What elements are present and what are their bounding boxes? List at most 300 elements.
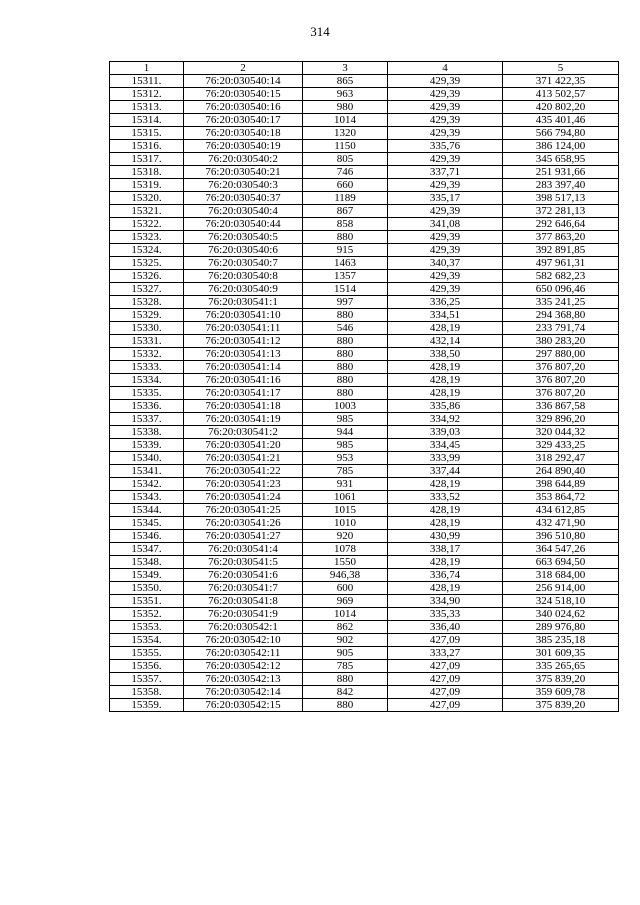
cadastral-number-cell: 76:20:030541:24	[184, 491, 303, 504]
row-number-cell: 15322.	[110, 218, 184, 231]
cadastral-value-cell: 372 281,13	[503, 205, 619, 218]
area-cell: 946,38	[303, 569, 388, 582]
area-cell: 1463	[303, 257, 388, 270]
table-body	[110, 75, 619, 712]
cadastral-number-cell: 76:20:030541:13	[184, 348, 303, 361]
cadastral-number-cell: 76:20:030541:4	[184, 543, 303, 556]
cadastral-value-cell: 336 867,58	[503, 400, 619, 413]
cadastral-value-cell: 251 931,66	[503, 166, 619, 179]
unit-value-cell: 428,19	[388, 361, 503, 374]
row-number-cell: 15358.	[110, 686, 184, 699]
cadastral-value-cell: 353 864,72	[503, 491, 619, 504]
cadastral-number-cell: 76:20:030541:16	[184, 374, 303, 387]
unit-value-cell: 338,50	[388, 348, 503, 361]
unit-value-cell: 333,99	[388, 452, 503, 465]
cadastral-number-cell: 76:20:030541:27	[184, 530, 303, 543]
cadastral-value-cell: 392 891,85	[503, 244, 619, 257]
table-row	[110, 335, 619, 348]
table-row	[110, 387, 619, 400]
cadastral-number-cell: 76:20:030541:26	[184, 517, 303, 530]
table-row	[110, 621, 619, 634]
unit-value-cell: 429,39	[388, 270, 503, 283]
unit-value-cell: 429,39	[388, 127, 503, 140]
row-number-cell: 15340.	[110, 452, 184, 465]
area-cell: 1357	[303, 270, 388, 283]
unit-value-cell: 340,37	[388, 257, 503, 270]
unit-value-cell: 428,19	[388, 582, 503, 595]
area-cell: 600	[303, 582, 388, 595]
unit-value-cell: 333,27	[388, 647, 503, 660]
table-row	[110, 634, 619, 647]
area-cell: 880	[303, 361, 388, 374]
table-row	[110, 517, 619, 530]
row-number-cell: 15345.	[110, 517, 184, 530]
cadastral-value-cell: 289 976,80	[503, 621, 619, 634]
cadastral-number-cell: 76:20:030540:4	[184, 205, 303, 218]
cadastral-value-cell: 297 880,00	[503, 348, 619, 361]
cadastral-value-cell: 375 839,20	[503, 699, 619, 712]
table-row	[110, 348, 619, 361]
area-cell: 805	[303, 153, 388, 166]
unit-value-cell: 341,08	[388, 218, 503, 231]
table-row	[110, 569, 619, 582]
area-cell: 785	[303, 660, 388, 673]
unit-value-cell: 337,71	[388, 166, 503, 179]
cadastral-value-cell: 324 518,10	[503, 595, 619, 608]
table-row	[110, 374, 619, 387]
unit-value-cell: 428,19	[388, 374, 503, 387]
unit-value-cell: 334,45	[388, 439, 503, 452]
row-number-cell: 15324.	[110, 244, 184, 257]
cadastral-value-cell: 432 471,90	[503, 517, 619, 530]
cadastral-number-cell: 76:20:030541:20	[184, 439, 303, 452]
area-cell: 660	[303, 179, 388, 192]
cadastral-value-cell: 340 024,62	[503, 608, 619, 621]
area-cell: 1061	[303, 491, 388, 504]
unit-value-cell: 335,17	[388, 192, 503, 205]
unit-value-cell: 430,99	[388, 530, 503, 543]
cadastral-number-cell: 76:20:030542:11	[184, 647, 303, 660]
unit-value-cell: 334,92	[388, 413, 503, 426]
unit-value-cell: 429,39	[388, 244, 503, 257]
cadastral-number-cell: 76:20:030540:37	[184, 192, 303, 205]
cadastral-number-cell: 76:20:030540:9	[184, 283, 303, 296]
cadastral-value-cell: 376 807,20	[503, 361, 619, 374]
area-cell: 880	[303, 387, 388, 400]
row-number-cell: 15312.	[110, 88, 184, 101]
area-cell: 1014	[303, 114, 388, 127]
area-cell: 1003	[303, 400, 388, 413]
unit-value-cell: 334,51	[388, 309, 503, 322]
row-number-cell: 15343.	[110, 491, 184, 504]
unit-value-cell: 336,40	[388, 621, 503, 634]
unit-value-cell: 429,39	[388, 114, 503, 127]
cadastral-value-cell: 386 124,00	[503, 140, 619, 153]
table-row	[110, 582, 619, 595]
row-number-cell: 15319.	[110, 179, 184, 192]
cadastral-value-cell: 318 684,00	[503, 569, 619, 582]
unit-value-cell: 432,14	[388, 335, 503, 348]
cadastral-number-cell: 76:20:030540:44	[184, 218, 303, 231]
area-cell: 862	[303, 621, 388, 634]
area-cell: 865	[303, 75, 388, 88]
unit-value-cell: 428,19	[388, 517, 503, 530]
area-cell: 997	[303, 296, 388, 309]
area-cell: 1189	[303, 192, 388, 205]
table-row	[110, 361, 619, 374]
area-cell: 880	[303, 673, 388, 686]
column-header-1: 1	[110, 62, 184, 75]
area-cell: 746	[303, 166, 388, 179]
unit-value-cell: 336,25	[388, 296, 503, 309]
cadastral-number-cell: 76:20:030541:5	[184, 556, 303, 569]
column-header-2: 2	[184, 62, 303, 75]
table-row	[110, 699, 619, 712]
cadastral-value-cell: 359 609,78	[503, 686, 619, 699]
cadastral-value-cell: 329 896,20	[503, 413, 619, 426]
unit-value-cell: 429,39	[388, 179, 503, 192]
area-cell: 1078	[303, 543, 388, 556]
row-number-cell: 15353.	[110, 621, 184, 634]
row-number-cell: 15329.	[110, 309, 184, 322]
unit-value-cell: 336,74	[388, 569, 503, 582]
cadastral-value-cell: 301 609,35	[503, 647, 619, 660]
row-number-cell: 15359.	[110, 699, 184, 712]
table-row	[110, 244, 619, 257]
area-cell: 980	[303, 101, 388, 114]
area-cell: 902	[303, 634, 388, 647]
cadastral-value-cell: 582 682,23	[503, 270, 619, 283]
cadastral-number-cell: 76:20:030540:16	[184, 101, 303, 114]
cadastral-number-cell: 76:20:030541:14	[184, 361, 303, 374]
cadastral-value-cell: 413 502,57	[503, 88, 619, 101]
cadastral-number-cell: 76:20:030540:3	[184, 179, 303, 192]
cadastral-number-cell: 76:20:030541:23	[184, 478, 303, 491]
cadastral-value-cell: 375 839,20	[503, 673, 619, 686]
row-number-cell: 15311.	[110, 75, 184, 88]
table-row	[110, 140, 619, 153]
cadastral-number-cell: 76:20:030541:25	[184, 504, 303, 517]
row-number-cell: 15333.	[110, 361, 184, 374]
page-number: 314	[310, 24, 330, 39]
cadastral-value-cell: 371 422,35	[503, 75, 619, 88]
cadastral-value-cell: 264 890,40	[503, 465, 619, 478]
row-number-cell: 15338.	[110, 426, 184, 439]
row-number-cell: 15344.	[110, 504, 184, 517]
area-cell: 858	[303, 218, 388, 231]
cadastral-number-cell: 76:20:030540:17	[184, 114, 303, 127]
unit-value-cell: 335,86	[388, 400, 503, 413]
cadastral-value-cell: 256 914,00	[503, 582, 619, 595]
column-header-3: 3	[303, 62, 388, 75]
table-row	[110, 491, 619, 504]
column-header-4: 4	[388, 62, 503, 75]
area-cell: 880	[303, 335, 388, 348]
row-number-cell: 15313.	[110, 101, 184, 114]
cadastral-number-cell: 76:20:030540:5	[184, 231, 303, 244]
cadastral-value-table	[109, 61, 619, 712]
cadastral-number-cell: 76:20:030541:18	[184, 400, 303, 413]
unit-value-cell: 429,39	[388, 88, 503, 101]
cadastral-value-cell: 364 547,26	[503, 543, 619, 556]
row-number-cell: 15323.	[110, 231, 184, 244]
table-row	[110, 400, 619, 413]
area-cell: 1010	[303, 517, 388, 530]
area-cell: 1514	[303, 283, 388, 296]
cadastral-value-cell: 396 510,80	[503, 530, 619, 543]
cadastral-value-cell: 435 401,46	[503, 114, 619, 127]
area-cell: 905	[303, 647, 388, 660]
row-number-cell: 15352.	[110, 608, 184, 621]
row-number-cell: 15316.	[110, 140, 184, 153]
area-cell: 985	[303, 439, 388, 452]
row-number-cell: 15326.	[110, 270, 184, 283]
row-number-cell: 15339.	[110, 439, 184, 452]
cadastral-number-cell: 76:20:030541:10	[184, 309, 303, 322]
unit-value-cell: 337,44	[388, 465, 503, 478]
unit-value-cell: 428,19	[388, 478, 503, 491]
cadastral-number-cell: 76:20:030542:14	[184, 686, 303, 699]
unit-value-cell: 335,33	[388, 608, 503, 621]
cadastral-number-cell: 76:20:030540:6	[184, 244, 303, 257]
table-header-row	[110, 62, 619, 75]
table-row	[110, 530, 619, 543]
cadastral-number-cell: 76:20:030541:7	[184, 582, 303, 595]
area-cell: 1550	[303, 556, 388, 569]
table-row	[110, 205, 619, 218]
table-row	[110, 322, 619, 335]
unit-value-cell: 429,39	[388, 205, 503, 218]
table-row	[110, 452, 619, 465]
unit-value-cell: 339,03	[388, 426, 503, 439]
unit-value-cell: 428,19	[388, 504, 503, 517]
cadastral-number-cell: 76:20:030541:2	[184, 426, 303, 439]
cadastral-value-cell: 335 265,65	[503, 660, 619, 673]
row-number-cell: 15337.	[110, 413, 184, 426]
table-row	[110, 88, 619, 101]
unit-value-cell: 427,09	[388, 660, 503, 673]
table-row	[110, 478, 619, 491]
unit-value-cell: 427,09	[388, 634, 503, 647]
unit-value-cell: 429,39	[388, 75, 503, 88]
table-row	[110, 296, 619, 309]
cadastral-value-cell: 663 694,50	[503, 556, 619, 569]
row-number-cell: 15356.	[110, 660, 184, 673]
cadastral-number-cell: 76:20:030540:7	[184, 257, 303, 270]
row-number-cell: 15314.	[110, 114, 184, 127]
area-cell: 915	[303, 244, 388, 257]
unit-value-cell: 335,76	[388, 140, 503, 153]
row-number-cell: 15354.	[110, 634, 184, 647]
cadastral-value-cell: 376 807,20	[503, 374, 619, 387]
area-cell: 963	[303, 88, 388, 101]
table-row	[110, 608, 619, 621]
area-cell: 1320	[303, 127, 388, 140]
cadastral-value-cell: 318 292,47	[503, 452, 619, 465]
cadastral-value-cell: 650 096,46	[503, 283, 619, 296]
row-number-cell: 15335.	[110, 387, 184, 400]
table-row	[110, 270, 619, 283]
area-cell: 880	[303, 309, 388, 322]
cadastral-number-cell: 76:20:030541:9	[184, 608, 303, 621]
row-number-cell: 15341.	[110, 465, 184, 478]
unit-value-cell: 428,19	[388, 387, 503, 400]
cadastral-number-cell: 76:20:030542:10	[184, 634, 303, 647]
table-row	[110, 179, 619, 192]
unit-value-cell: 427,09	[388, 686, 503, 699]
unit-value-cell: 334,90	[388, 595, 503, 608]
table-row	[110, 114, 619, 127]
row-number-cell: 15346.	[110, 530, 184, 543]
row-number-cell: 15315.	[110, 127, 184, 140]
cadastral-number-cell: 76:20:030541:21	[184, 452, 303, 465]
cadastral-number-cell: 76:20:030540:19	[184, 140, 303, 153]
cadastral-number-cell: 76:20:030542:13	[184, 673, 303, 686]
unit-value-cell: 428,19	[388, 322, 503, 335]
row-number-cell: 15334.	[110, 374, 184, 387]
cadastral-value-cell: 233 791,74	[503, 322, 619, 335]
cadastral-value-cell: 329 433,25	[503, 439, 619, 452]
row-number-cell: 15328.	[110, 296, 184, 309]
cadastral-value-cell: 376 807,20	[503, 387, 619, 400]
table-row	[110, 192, 619, 205]
cadastral-value-cell: 320 044,32	[503, 426, 619, 439]
area-cell: 867	[303, 205, 388, 218]
table-row	[110, 153, 619, 166]
area-cell: 953	[303, 452, 388, 465]
row-number-cell: 15348.	[110, 556, 184, 569]
cadastral-number-cell: 76:20:030541:1	[184, 296, 303, 309]
row-number-cell: 15325.	[110, 257, 184, 270]
unit-value-cell: 427,09	[388, 673, 503, 686]
cadastral-number-cell: 76:20:030542:12	[184, 660, 303, 673]
table-row	[110, 556, 619, 569]
row-number-cell: 15349.	[110, 569, 184, 582]
unit-value-cell: 427,09	[388, 699, 503, 712]
area-cell: 880	[303, 374, 388, 387]
cadastral-number-cell: 76:20:030541:8	[184, 595, 303, 608]
table-row	[110, 595, 619, 608]
table-row	[110, 218, 619, 231]
area-cell: 1015	[303, 504, 388, 517]
cadastral-value-cell: 566 794,80	[503, 127, 619, 140]
table-row	[110, 127, 619, 140]
area-cell: 546	[303, 322, 388, 335]
unit-value-cell: 429,39	[388, 153, 503, 166]
area-cell: 931	[303, 478, 388, 491]
cadastral-number-cell: 76:20:030541:6	[184, 569, 303, 582]
cadastral-number-cell: 76:20:030540:8	[184, 270, 303, 283]
table-row	[110, 673, 619, 686]
unit-value-cell: 429,39	[388, 101, 503, 114]
cadastral-number-cell: 76:20:030540:2	[184, 153, 303, 166]
cadastral-value-cell: 385 235,18	[503, 634, 619, 647]
table-row	[110, 686, 619, 699]
cadastral-number-cell: 76:20:030540:18	[184, 127, 303, 140]
cadastral-value-cell: 335 241,25	[503, 296, 619, 309]
unit-value-cell: 333,52	[388, 491, 503, 504]
table-row	[110, 75, 619, 88]
table-row	[110, 660, 619, 673]
row-number-cell: 15342.	[110, 478, 184, 491]
cadastral-number-cell: 76:20:030541:17	[184, 387, 303, 400]
row-number-cell: 15355.	[110, 647, 184, 660]
cadastral-value-cell: 420 802,20	[503, 101, 619, 114]
cadastral-value-cell: 283 397,40	[503, 179, 619, 192]
row-number-cell: 15357.	[110, 673, 184, 686]
cadastral-number-cell: 76:20:030541:22	[184, 465, 303, 478]
cadastral-number-cell: 76:20:030542:1	[184, 621, 303, 634]
area-cell: 1150	[303, 140, 388, 153]
row-number-cell: 15351.	[110, 595, 184, 608]
unit-value-cell: 429,39	[388, 231, 503, 244]
table-row	[110, 504, 619, 517]
cadastral-number-cell: 76:20:030541:11	[184, 322, 303, 335]
table-row	[110, 647, 619, 660]
cadastral-value-cell: 292 646,64	[503, 218, 619, 231]
area-cell: 880	[303, 348, 388, 361]
table-row	[110, 543, 619, 556]
area-cell: 969	[303, 595, 388, 608]
unit-value-cell: 429,39	[388, 283, 503, 296]
cadastral-value-cell: 398 517,13	[503, 192, 619, 205]
row-number-cell: 15347.	[110, 543, 184, 556]
table-row	[110, 426, 619, 439]
row-number-cell: 15332.	[110, 348, 184, 361]
area-cell: 920	[303, 530, 388, 543]
area-cell: 985	[303, 413, 388, 426]
unit-value-cell: 428,19	[388, 556, 503, 569]
area-cell: 842	[303, 686, 388, 699]
unit-value-cell: 338,17	[388, 543, 503, 556]
table-row	[110, 257, 619, 270]
column-header-5: 5	[503, 62, 619, 75]
cadastral-number-cell: 76:20:030541:12	[184, 335, 303, 348]
table-row	[110, 439, 619, 452]
row-number-cell: 15318.	[110, 166, 184, 179]
cadastral-number-cell: 76:20:030540:15	[184, 88, 303, 101]
row-number-cell: 15350.	[110, 582, 184, 595]
area-cell: 785	[303, 465, 388, 478]
cadastral-number-cell: 76:20:030542:15	[184, 699, 303, 712]
cadastral-value-cell: 345 658,95	[503, 153, 619, 166]
row-number-cell: 15320.	[110, 192, 184, 205]
row-number-cell: 15327.	[110, 283, 184, 296]
cadastral-number-cell: 76:20:030540:14	[184, 75, 303, 88]
row-number-cell: 15330.	[110, 322, 184, 335]
row-number-cell: 15321.	[110, 205, 184, 218]
area-cell: 1014	[303, 608, 388, 621]
table-row	[110, 413, 619, 426]
area-cell: 944	[303, 426, 388, 439]
table-row	[110, 231, 619, 244]
table-row	[110, 283, 619, 296]
table-row	[110, 101, 619, 114]
table-row	[110, 309, 619, 322]
row-number-cell: 15336.	[110, 400, 184, 413]
cadastral-value-cell: 377 863,20	[503, 231, 619, 244]
row-number-cell: 15331.	[110, 335, 184, 348]
cadastral-value-cell: 398 644,89	[503, 478, 619, 491]
cadastral-value-cell: 434 612,85	[503, 504, 619, 517]
cadastral-number-cell: 76:20:030540:21	[184, 166, 303, 179]
row-number-cell: 15317.	[110, 153, 184, 166]
cadastral-value-cell: 380 283,20	[503, 335, 619, 348]
table-row	[110, 465, 619, 478]
area-cell: 880	[303, 231, 388, 244]
cadastral-number-cell: 76:20:030541:19	[184, 413, 303, 426]
table-row	[110, 166, 619, 179]
